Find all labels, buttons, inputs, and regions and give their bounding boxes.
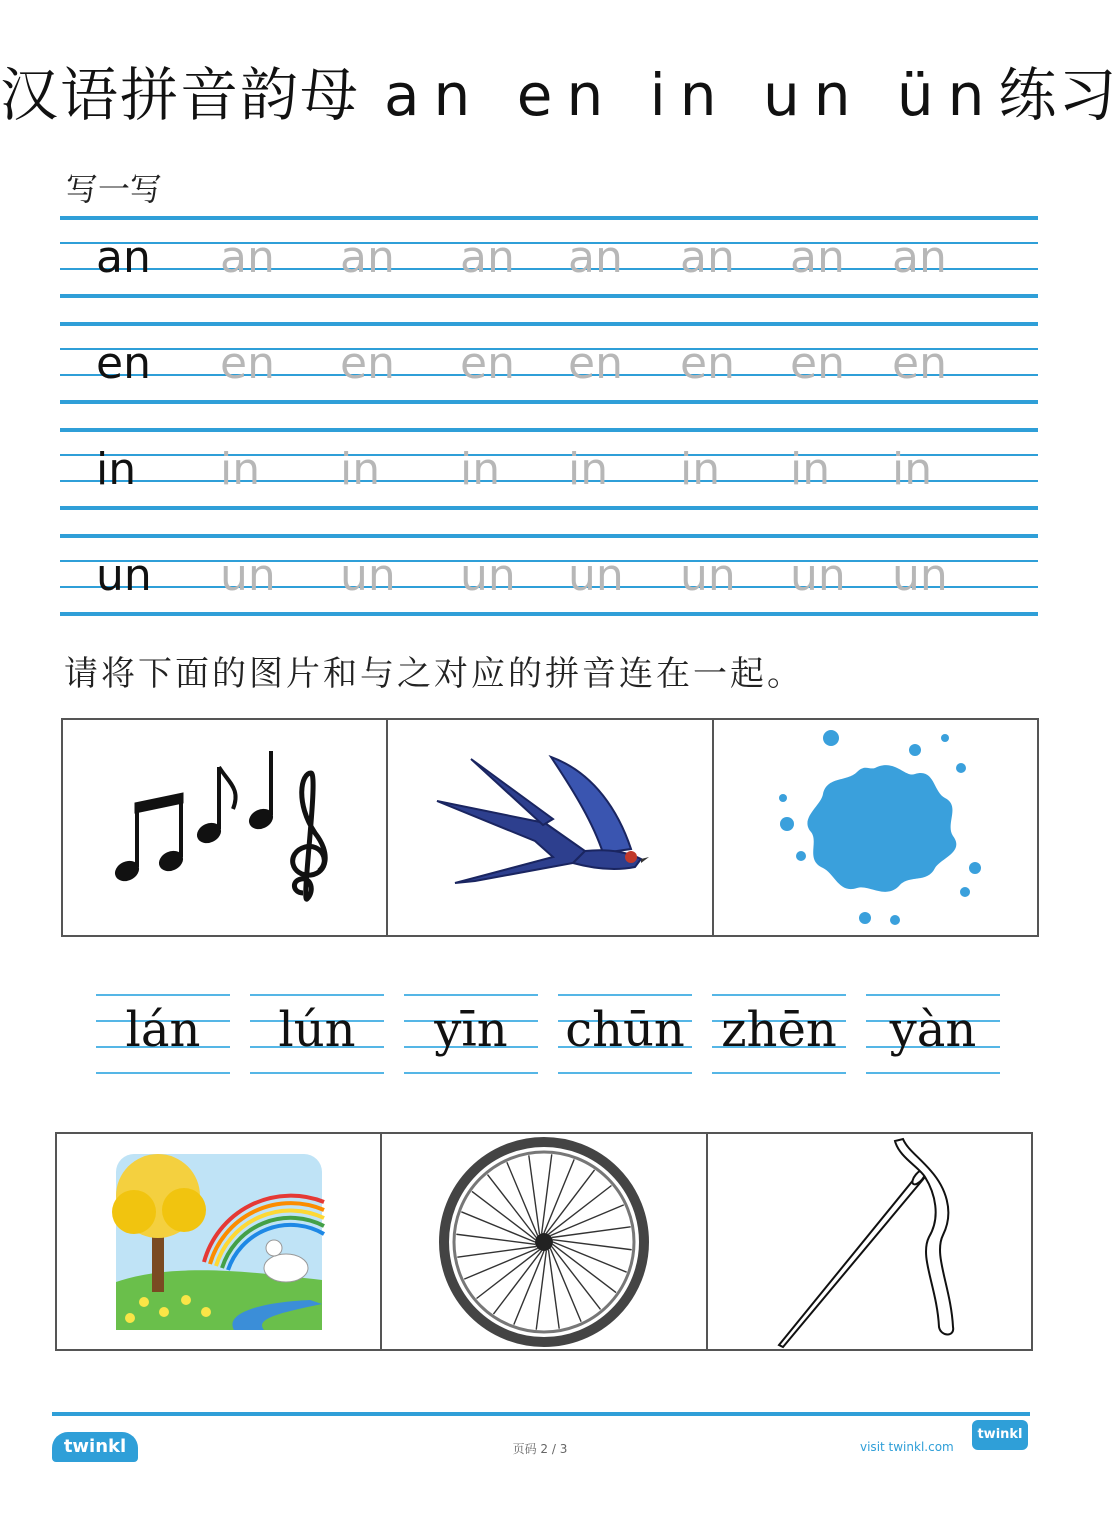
pinyin-word: zhēn [721, 1002, 837, 1058]
pinyin-word: lán [125, 1002, 201, 1058]
trace-letters: en [568, 338, 623, 389]
wheel-spoke [477, 1249, 540, 1298]
bicycle-wheel-icon [439, 1137, 649, 1347]
trace-letters: an [460, 232, 515, 283]
writing-line [712, 994, 846, 996]
pinyin-word: yīn [434, 1002, 508, 1058]
bottom-picture-row [55, 1132, 1033, 1351]
footer-logo-right[interactable]: twinkl [972, 1420, 1028, 1450]
spring-scene-icon [114, 1152, 324, 1332]
wheel-spoke [456, 1234, 535, 1244]
wheel-spoke [536, 1250, 546, 1329]
trace-letters: un [790, 550, 846, 601]
model-letters: en [96, 338, 151, 389]
wheel-panel[interactable] [382, 1134, 707, 1349]
wheel-spoke [464, 1248, 537, 1279]
writing-line [60, 534, 1038, 538]
wheel-spoke [546, 1169, 594, 1232]
trace-letters: an [680, 232, 735, 283]
trace-letters: in [568, 444, 609, 495]
trace-letters: en [892, 338, 947, 389]
spring-scene-panel[interactable] [57, 1134, 382, 1349]
trace-letters: un [892, 550, 948, 601]
trace-letters: an [790, 232, 845, 283]
trace-letters: in [680, 444, 721, 495]
pinyin-word: chūn [565, 1002, 685, 1058]
wheel-spoke [461, 1211, 535, 1241]
trace-letters: un [680, 550, 736, 601]
trace-letters: an [568, 232, 623, 283]
writing-line [866, 1072, 1000, 1074]
wheel-spoke [493, 1250, 541, 1313]
wheel-spoke [542, 1154, 552, 1233]
trace-letters: in [220, 444, 261, 495]
writing-line [60, 400, 1038, 404]
trace-letters: un [460, 550, 516, 601]
writing-line [404, 1072, 538, 1074]
writing-line [250, 1072, 384, 1074]
trace-letters: un [220, 550, 276, 601]
writing-row-an[interactable] [60, 216, 1038, 296]
trace-letters: un [340, 550, 396, 601]
writing-line [60, 506, 1038, 510]
swallow-bird-icon [435, 753, 665, 903]
writing-line [60, 612, 1038, 616]
wheel-spoke [553, 1242, 627, 1272]
trace-letters: en [220, 338, 275, 389]
pinyin-word: lún [278, 1002, 356, 1058]
ink-splash-icon [765, 728, 985, 928]
model-letters: un [96, 550, 152, 601]
top-picture-row [61, 718, 1039, 937]
pinyin-word: yàn [889, 1002, 977, 1058]
writing-line [558, 994, 692, 996]
trace-letters: en [340, 338, 395, 389]
wheel-spoke [529, 1155, 540, 1234]
wheel-spoke [553, 1239, 632, 1249]
writing-line [404, 994, 538, 996]
wheel-spoke [552, 1226, 631, 1237]
writing-line [60, 294, 1038, 298]
writing-line [96, 1072, 230, 1074]
wheel-spoke [550, 1248, 581, 1321]
wheel-spoke [487, 1174, 536, 1237]
trace-letters: en [680, 338, 735, 389]
pinyin-word-slot[interactable] [558, 994, 692, 1074]
wheel-spoke [507, 1162, 538, 1235]
trace-letters: in [790, 444, 831, 495]
trace-letters: un [568, 550, 624, 601]
wheel-spoke [514, 1251, 544, 1325]
pinyin-word-slot[interactable] [96, 994, 230, 1074]
footer-divider [52, 1412, 1030, 1416]
page-number: 页码 2 / 3 [512, 1442, 568, 1456]
needle-thread-icon [769, 1137, 969, 1347]
trace-letters: en [460, 338, 515, 389]
trace-letters: in [340, 444, 381, 495]
swallow-panel[interactable] [388, 720, 713, 935]
wheel-spoke [544, 1159, 574, 1233]
match-instruction: 请将下面的图片和与之对应的拼音连在一起。 [64, 654, 804, 694]
writing-line [712, 1072, 846, 1074]
footer-link[interactable]: visit twinkl.com [860, 1440, 954, 1454]
ink-splash-panel[interactable] [714, 720, 1037, 935]
writing-row-un[interactable] [60, 534, 1038, 614]
writing-line [60, 428, 1038, 432]
trace-letters: in [892, 444, 933, 495]
wheel-spoke [548, 1249, 559, 1328]
writing-line [96, 994, 230, 996]
pinyin-word-slot[interactable] [250, 994, 384, 1074]
writing-row-in[interactable] [60, 428, 1038, 508]
writing-row-en[interactable] [60, 322, 1038, 402]
model-letters: in [96, 444, 137, 495]
title-suffix: 练习 [998, 61, 1118, 129]
wheel-spoke [548, 1185, 611, 1234]
model-letters: an [96, 232, 151, 283]
trace-letters: an [220, 232, 275, 283]
page-title [0, 48, 1118, 132]
trace-letters: in [460, 444, 501, 495]
music-notes-icon [105, 743, 345, 913]
title-hanzi: 汉语拼音韵母 [0, 61, 361, 129]
wheel-spoke [550, 1204, 623, 1235]
write-section-heading: 写一写 [66, 170, 163, 208]
wheel-spoke [472, 1191, 535, 1239]
pinyin-word-slot[interactable] [866, 994, 1000, 1074]
trace-letters: an [340, 232, 395, 283]
writing-line [558, 1072, 692, 1074]
wheel-spoke [457, 1246, 536, 1257]
trace-letters: an [892, 232, 947, 283]
pinyin-word-slot[interactable] [404, 994, 538, 1074]
writing-line [866, 994, 1000, 996]
wheel-spoke [552, 1246, 601, 1309]
writing-line [60, 216, 1038, 220]
writing-line [60, 322, 1038, 326]
writing-line [250, 994, 384, 996]
trace-letters: en [790, 338, 845, 389]
music-notes-panel[interactable] [63, 720, 388, 935]
needle-panel[interactable] [708, 1134, 1031, 1349]
footer-logo[interactable]: twinkl [52, 1432, 138, 1462]
pinyin-word-slot[interactable] [712, 994, 846, 1074]
wheel-spoke [553, 1244, 616, 1292]
title-finals: an en in un ün [384, 61, 999, 129]
